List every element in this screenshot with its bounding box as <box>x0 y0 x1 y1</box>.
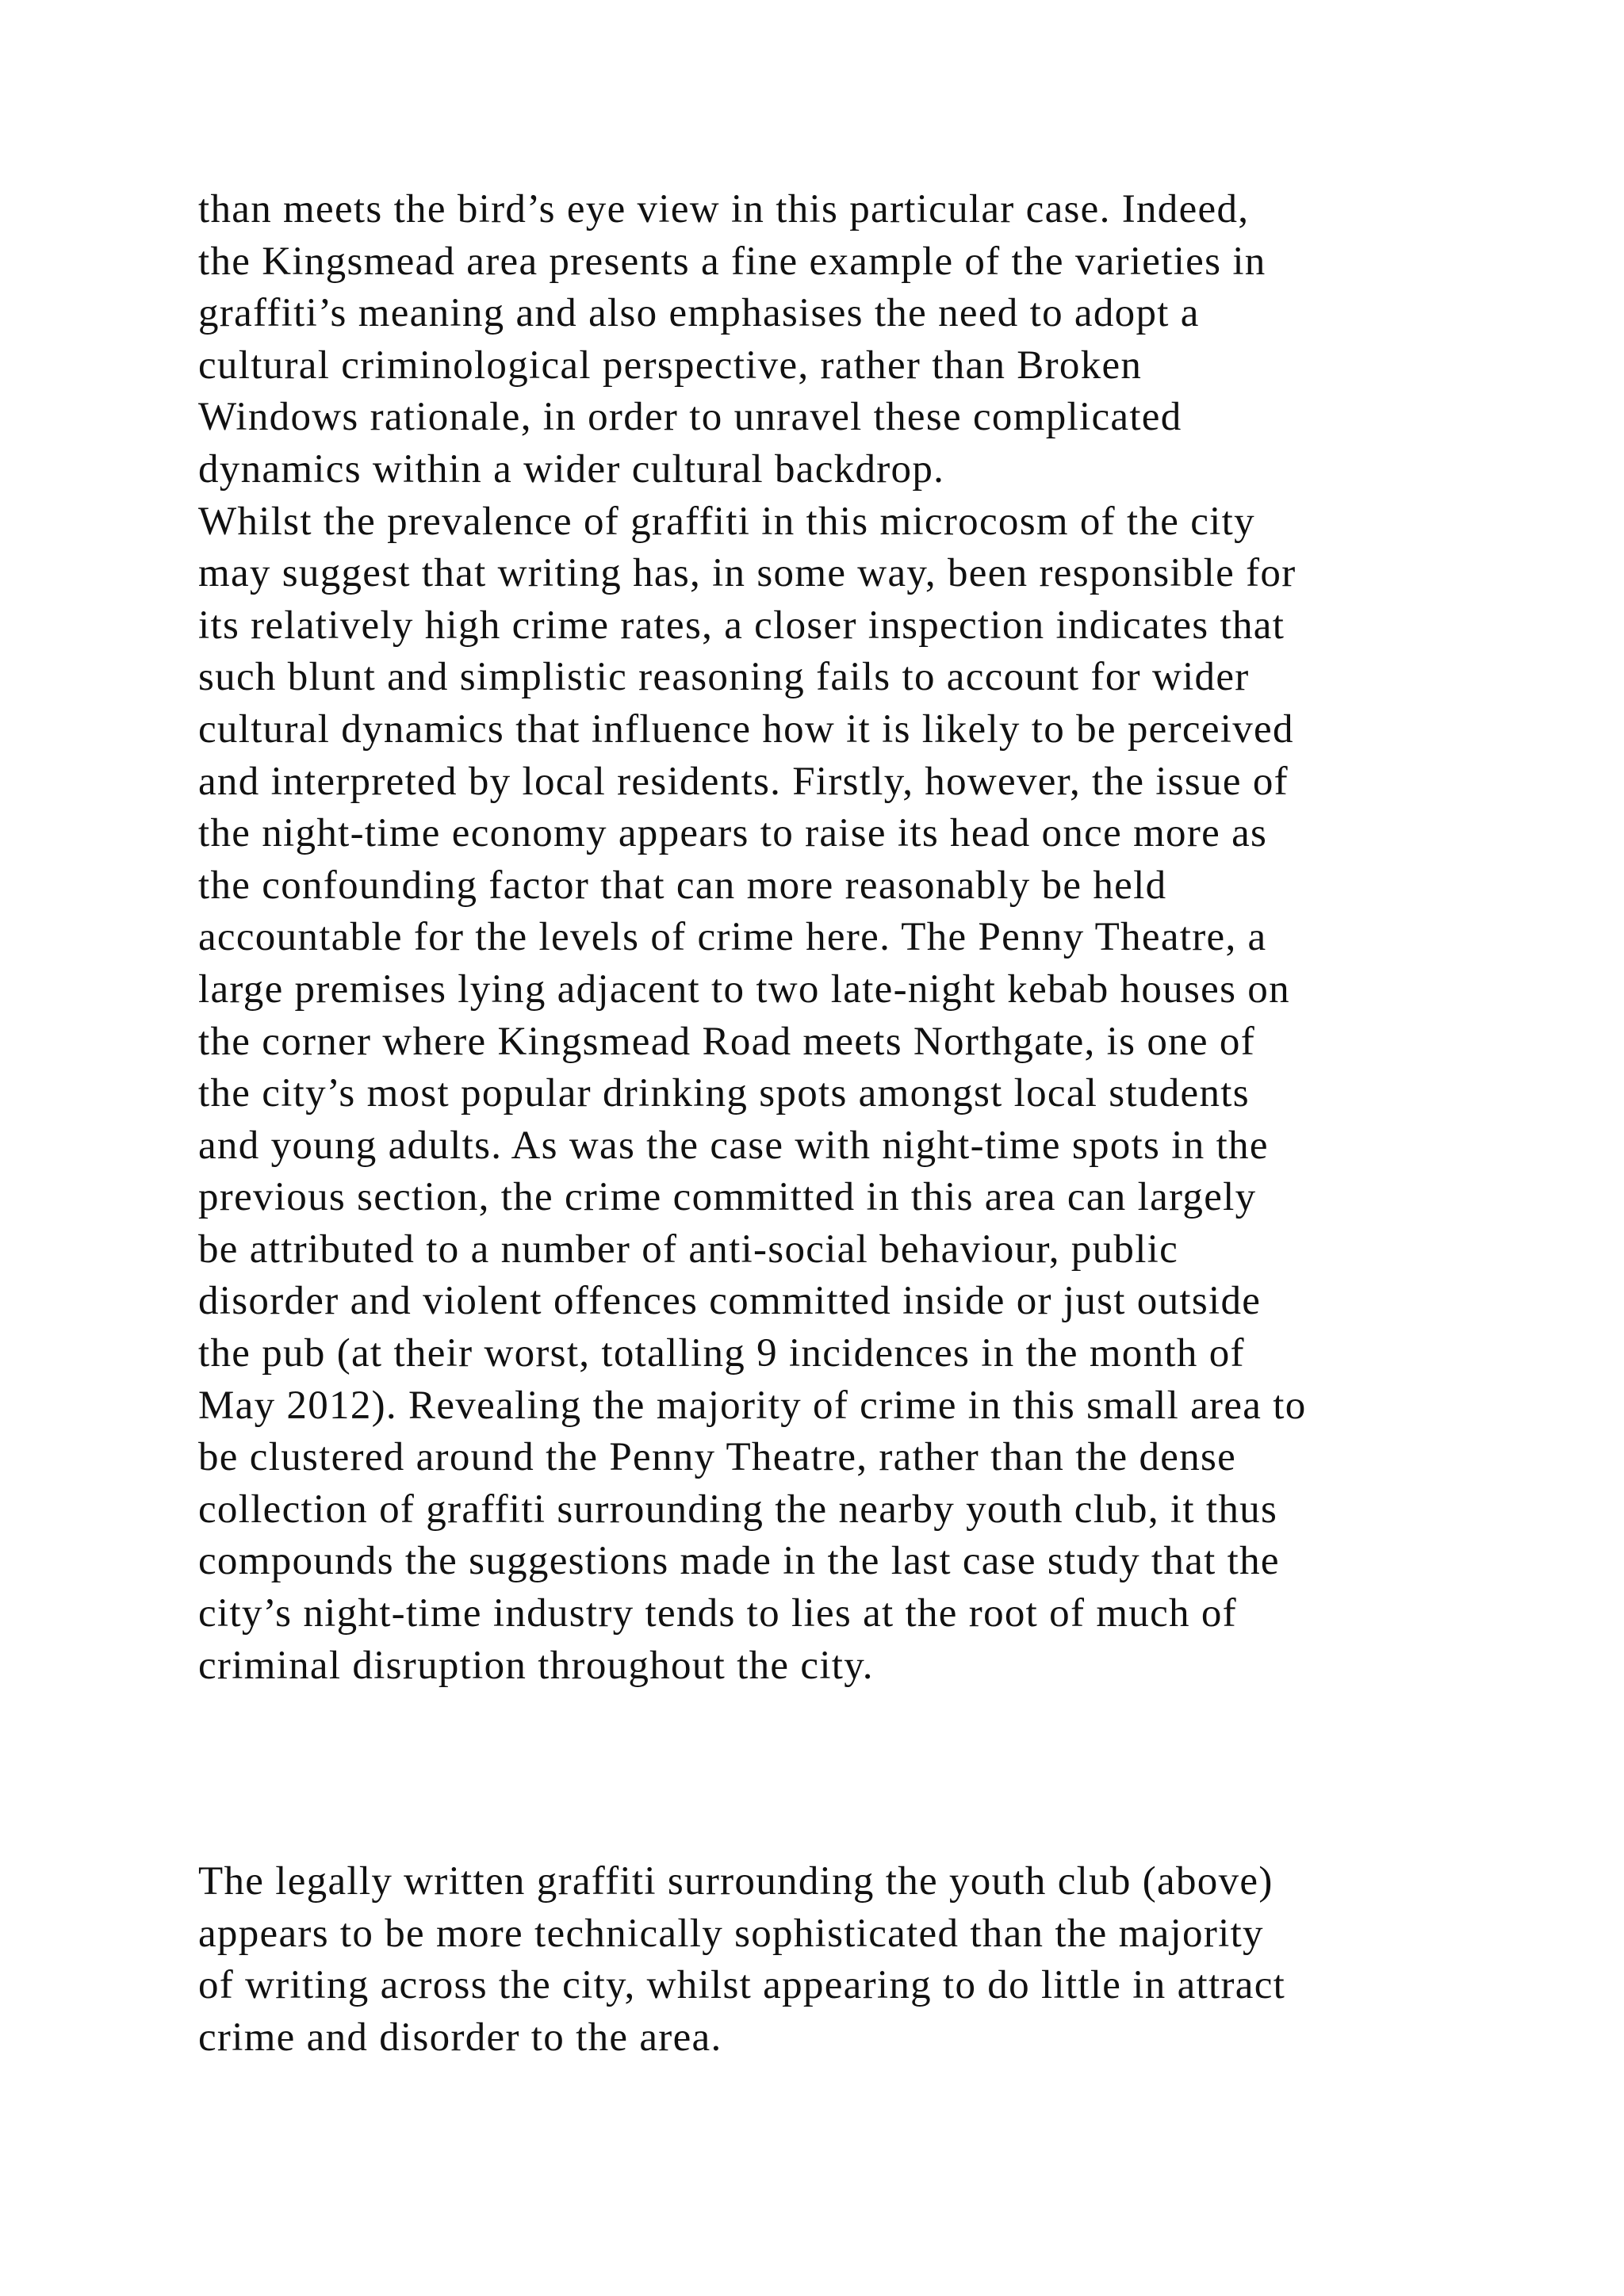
text-line: the confounding factor that can more reasonably be held <box>198 863 1167 908</box>
text-line: May 2012). Revealing the majority of crime in this small area to <box>198 1383 1307 1428</box>
text-line: the night-time economy appears to raise its head once more as <box>198 811 1268 856</box>
text-line: be attributed to a number of anti-social behaviour, public <box>198 1226 1179 1272</box>
text-line: Windows rationale, in order to unravel these complicated <box>198 395 1182 440</box>
text-line: previous section, the crime committed in this area can largely <box>198 1175 1257 1220</box>
text-line: compounds the suggestions made in the last case study that the <box>198 1539 1280 1584</box>
text-line: the pub (at their worst, totalling 9 incidences in the month of <box>198 1331 1245 1376</box>
caption-line: crime and disorder to the area. <box>198 2015 722 2060</box>
caption-line: appears to be more technically sophisticated than the majority <box>198 1911 1264 1956</box>
text-line: graffiti’s meaning and also emphasises the need to adopt a <box>198 291 1200 336</box>
text-line: and young adults. As was the case with night-time spots in the <box>198 1123 1269 1168</box>
text-line: accountable for the levels of crime here. The Penny Theatre, a <box>198 915 1267 960</box>
body-text <box>198 184 1499 1692</box>
figure-caption <box>198 1856 1499 2064</box>
text-line: collection of graffiti surrounding the nearby youth club, it thus <box>198 1487 1278 1532</box>
text-line: such blunt and simplistic reasoning fails to account for wider <box>198 655 1250 700</box>
text-line: city’s night-time industry tends to lies at the root of much of <box>198 1591 1237 1636</box>
text-line: the city’s most popular drinking spots amongst local students <box>198 1071 1250 1116</box>
caption-line: The legally written graffiti surrounding the youth club (above) <box>198 1859 1274 1904</box>
text-line: its relatively high crime rates, a closer inspection indicates that <box>198 603 1285 648</box>
text-line: be clustered around the Penny Theatre, rather than the dense <box>198 1435 1237 1480</box>
caption-line: of writing across the city, whilst appearing to do little in attract <box>198 1963 1286 2008</box>
text-line: the Kingsmead area presents a fine example of the varieties in <box>198 239 1266 284</box>
text-line: disorder and violent offences committed inside or just outside <box>198 1279 1262 1324</box>
text-line: may suggest that writing has, in some way, been responsible for <box>198 551 1297 596</box>
text-line: cultural dynamics that influence how it is likely to be perceived <box>198 706 1294 752</box>
text-line: and interpreted by local residents. Firstly, however, the issue of <box>198 759 1289 804</box>
text-line: cultural criminological perspective, rather than Broken <box>198 342 1143 388</box>
text-line: the corner where Kingsmead Road meets Northgate, is one of <box>198 1019 1255 1064</box>
text-line: Whilst the prevalence of graffiti in this microcosm of the city <box>198 499 1255 544</box>
text-line: large premises lying adjacent to two late-night kebab houses on <box>198 966 1290 1012</box>
text-line: criminal disruption throughout the city. <box>198 1643 874 1688</box>
text-line: than meets the bird’s eye view in this particular case. Indeed, <box>198 187 1250 232</box>
text-line: dynamics within a wider cultural backdrop. <box>198 446 945 492</box>
